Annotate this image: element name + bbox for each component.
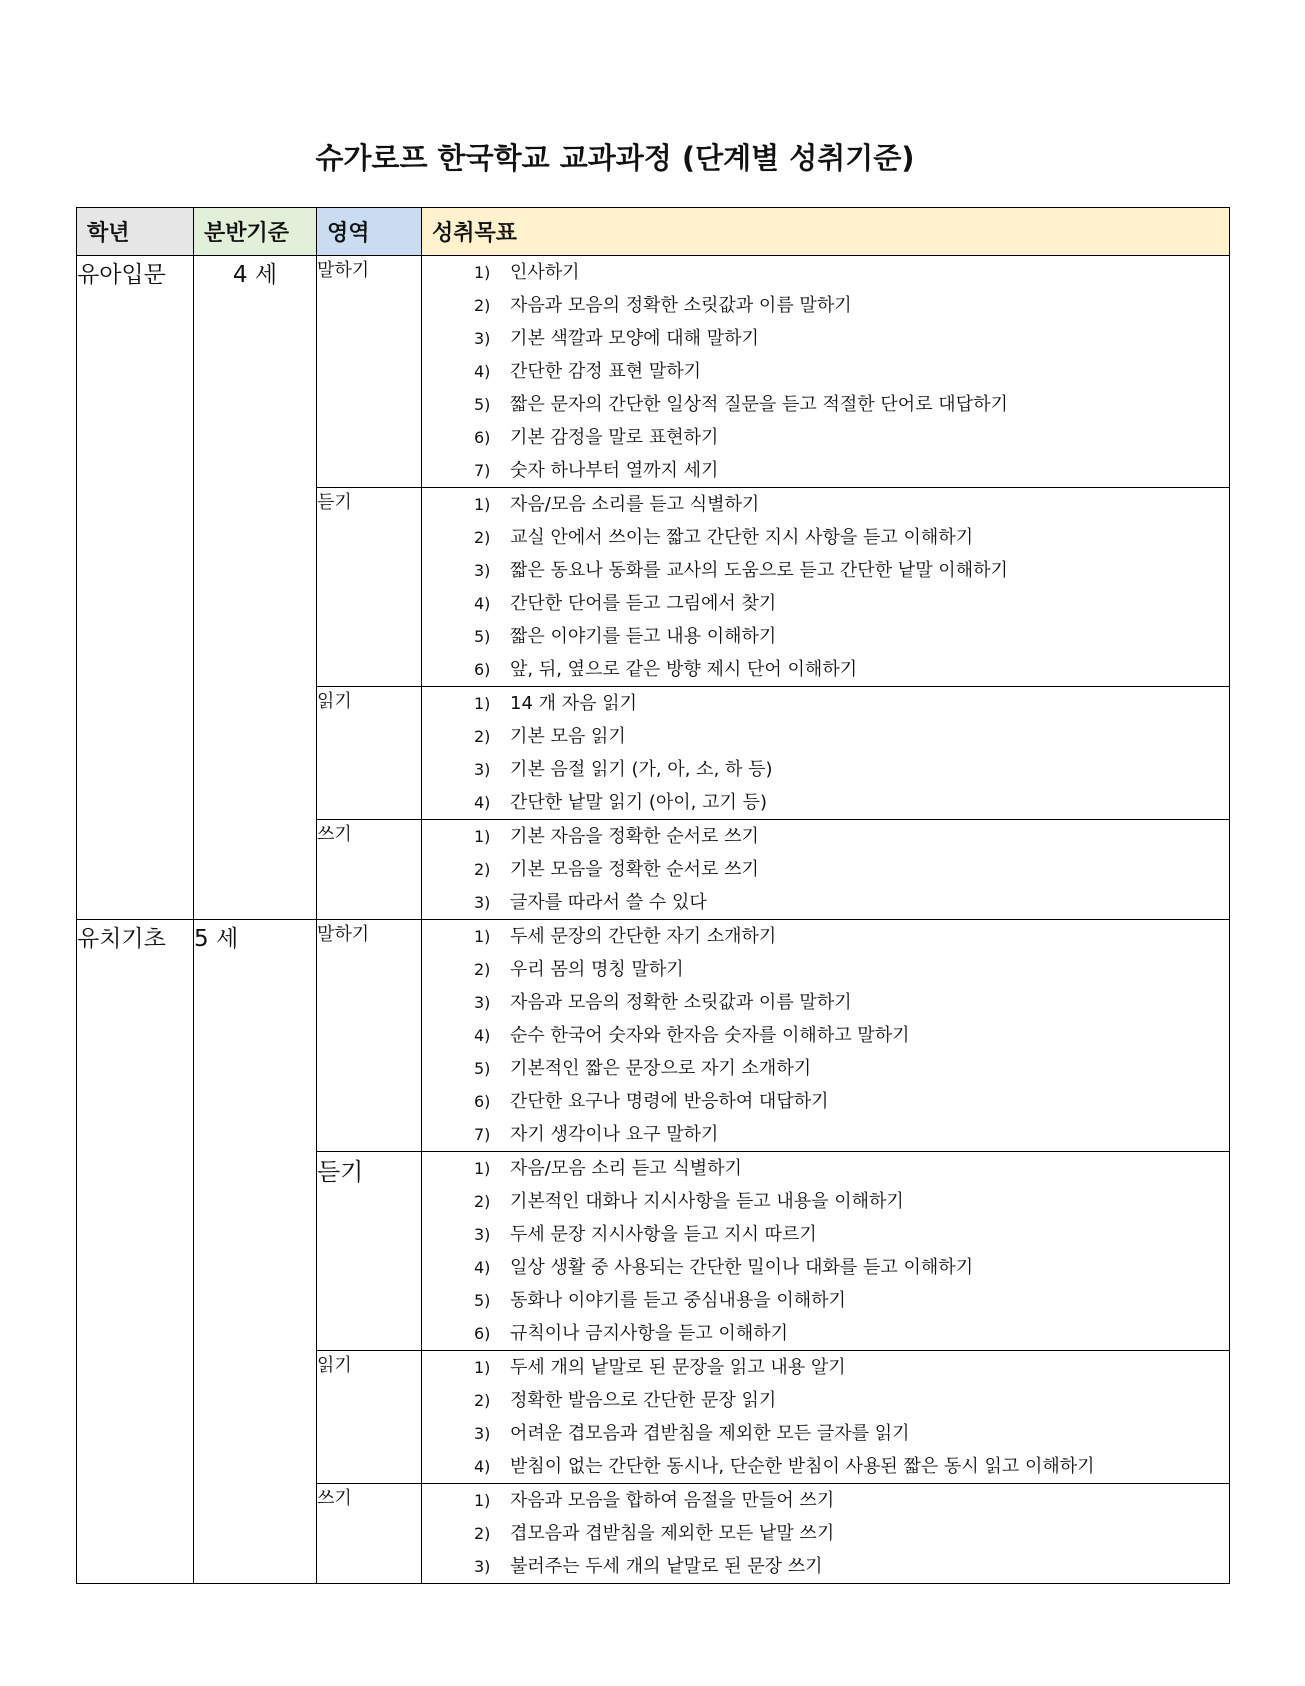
goal-text: 기본 색깔과 모양에 대해 말하기 xyxy=(510,328,759,349)
goal-number: 3) xyxy=(474,1557,491,1576)
curriculum-table xyxy=(76,207,1230,1584)
goal-number: 6) xyxy=(474,660,491,679)
goal-item xyxy=(422,554,1229,587)
goal-item xyxy=(422,388,1229,421)
goal-item xyxy=(422,753,1229,786)
goals-cell xyxy=(422,820,1230,920)
goal-item xyxy=(422,289,1229,322)
goal-item xyxy=(422,1052,1229,1085)
goal-number: 4) xyxy=(474,1258,491,1277)
goals-cell xyxy=(422,1152,1230,1351)
goal-text: 어려운 겹모음과 겹받침을 제외한 모든 글자를 읽기 xyxy=(510,1423,910,1444)
goal-text: 두세 문장의 간단한 자기 소개하기 xyxy=(510,926,777,947)
goal-number: 7) xyxy=(474,461,491,480)
area-cell: 쓰기 xyxy=(317,1484,422,1584)
goal-number: 3) xyxy=(474,1424,491,1443)
goal-text: 간단한 단어를 듣고 그림에서 찾기 xyxy=(510,593,777,614)
goal-number: 2) xyxy=(474,1192,491,1211)
goals-cell xyxy=(422,687,1230,820)
goal-item xyxy=(422,1417,1229,1450)
goal-text: 간단한 요구나 명령에 반응하여 대답하기 xyxy=(510,1091,829,1112)
goals-cell xyxy=(422,488,1230,687)
goal-text: 짧은 동요나 동화를 교사의 도움으로 듣고 간단한 낱말 이해하기 xyxy=(510,560,1008,581)
goal-text: 정확한 발음으로 간단한 문장 읽기 xyxy=(510,1390,777,1411)
goal-text: 불러주는 두세 개의 낱말로 된 문장 쓰기 xyxy=(510,1556,823,1577)
goal-item xyxy=(422,1484,1229,1517)
goal-item xyxy=(422,1550,1229,1583)
goal-item xyxy=(422,1152,1229,1185)
goal-item xyxy=(422,1185,1229,1218)
goal-item xyxy=(422,1118,1229,1151)
area-cell: 말하기 xyxy=(317,920,422,1152)
goal-number: 1) xyxy=(474,1491,491,1510)
goal-item xyxy=(422,256,1229,289)
goal-text: 기본 감정을 말로 표현하기 xyxy=(510,427,719,448)
goal-text: 기본적인 대화나 지시사항을 듣고 내용을 이해하기 xyxy=(510,1191,904,1212)
header-area: 영역 xyxy=(317,208,422,256)
grade-cell: 유치기초 xyxy=(77,920,194,1584)
goal-item xyxy=(422,720,1229,753)
goal-number: 1) xyxy=(474,1358,491,1377)
goal-text: 간단한 낱말 읽기 (아이, 고기 등) xyxy=(510,792,768,813)
goals-cell xyxy=(422,920,1230,1152)
goal-item xyxy=(422,322,1229,355)
goal-number: 1) xyxy=(474,827,491,846)
area-cell: 말하기 xyxy=(317,256,422,488)
header-goals: 성취목표 xyxy=(422,208,1230,256)
goal-text: 짧은 이야기를 듣고 내용 이해하기 xyxy=(510,626,777,647)
goal-number: 5) xyxy=(474,395,491,414)
goal-number: 3) xyxy=(474,329,491,348)
header-row xyxy=(77,208,1230,256)
goal-item xyxy=(422,1085,1229,1118)
goal-number: 1) xyxy=(474,263,491,282)
goal-item xyxy=(422,620,1229,653)
goal-text: 순수 한국어 숫자와 한자음 숫자를 이해하고 말하기 xyxy=(510,1025,910,1046)
table-row xyxy=(77,920,1230,1152)
goal-item xyxy=(422,521,1229,554)
goals-cell xyxy=(422,1351,1230,1484)
goal-text: 앞, 뒤, 옆으로 같은 방향 제시 단어 이해하기 xyxy=(510,659,858,680)
goal-text: 받침이 없는 간단한 동시나, 단순한 받침이 사용된 짧은 동시 읽고 이해하기 xyxy=(510,1456,1095,1477)
goal-text: 숫자 하나부터 열까지 세기 xyxy=(510,460,719,481)
header-grade: 학년 xyxy=(77,208,194,256)
area-cell: 쓰기 xyxy=(317,820,422,920)
goal-item xyxy=(422,488,1229,521)
goal-text: 겹모음과 겹받침을 제외한 모든 낱말 쓰기 xyxy=(510,1523,835,1544)
goal-text: 두세 문장 지시사항을 듣고 지시 따르기 xyxy=(510,1224,817,1245)
goal-item xyxy=(422,820,1229,853)
goal-text: 기본 음절 읽기 (가, 아, 소, 하 등) xyxy=(510,759,773,780)
area-cell: 읽기 xyxy=(317,1351,422,1484)
goal-number: 7) xyxy=(474,1125,491,1144)
goal-number: 4) xyxy=(474,793,491,812)
goal-item xyxy=(422,653,1229,686)
goal-text: 자음/모음 소리를 듣고 식별하기 xyxy=(510,494,760,515)
area-cell: 듣기 xyxy=(317,1152,422,1351)
class-basis-cell: 5 세 xyxy=(194,920,317,1584)
goal-text: 동화나 이야기를 듣고 중심내용을 이해하기 xyxy=(510,1290,846,1311)
document-title: 슈가로프 한국학교 교과과정 (단계별 성취기준) xyxy=(315,141,915,175)
goal-number: 2) xyxy=(474,1391,491,1410)
goal-number: 2) xyxy=(474,727,491,746)
goal-item xyxy=(422,1317,1229,1350)
goal-number: 3) xyxy=(474,893,491,912)
goal-item xyxy=(422,355,1229,388)
goal-item xyxy=(422,986,1229,1019)
area-cell: 듣기 xyxy=(317,488,422,687)
goal-number: 4) xyxy=(474,1457,491,1476)
goal-text: 규칙이나 금지사항을 듣고 이해하기 xyxy=(510,1323,788,1344)
goal-item xyxy=(422,886,1229,919)
goal-item xyxy=(422,1517,1229,1550)
goal-number: 1) xyxy=(474,927,491,946)
goal-number: 2) xyxy=(474,528,491,547)
goal-text: 두세 개의 낱말로 된 문장을 읽고 내용 알기 xyxy=(510,1357,846,1378)
header-class-basis: 분반기준 xyxy=(194,208,317,256)
goals-cell xyxy=(422,256,1230,488)
goal-number: 3) xyxy=(474,993,491,1012)
goal-number: 6) xyxy=(474,1324,491,1343)
goal-text: 기본 모음 읽기 xyxy=(510,726,626,747)
goal-text: 간단한 감정 표현 말하기 xyxy=(510,361,702,382)
goal-number: 1) xyxy=(474,495,491,514)
goal-item xyxy=(422,1384,1229,1417)
goal-text: 우리 몸의 명칭 말하기 xyxy=(510,959,684,980)
goal-item xyxy=(422,1284,1229,1317)
goals-cell xyxy=(422,1484,1230,1584)
goal-number: 5) xyxy=(474,1059,491,1078)
goal-text: 기본 자음을 정확한 순서로 쓰기 xyxy=(510,826,759,847)
goal-item xyxy=(422,1019,1229,1052)
goal-number: 3) xyxy=(474,561,491,580)
goal-text: 14 개 자음 읽기 xyxy=(510,693,638,714)
goal-text: 자음과 모음의 정확한 소릿값과 이름 말하기 xyxy=(510,992,852,1013)
goal-number: 1) xyxy=(474,1159,491,1178)
goal-item xyxy=(422,920,1229,953)
goal-text: 글자를 따라서 쓸 수 있다 xyxy=(510,892,707,913)
goal-item xyxy=(422,454,1229,487)
goal-text: 자음/모음 소리 듣고 식별하기 xyxy=(510,1158,742,1179)
goal-text: 자음과 모음을 합하여 음절을 만들어 쓰기 xyxy=(510,1490,835,1511)
goal-item xyxy=(422,421,1229,454)
goal-number: 2) xyxy=(474,1524,491,1543)
area-cell: 읽기 xyxy=(317,687,422,820)
goal-item xyxy=(422,1251,1229,1284)
goal-number: 2) xyxy=(474,296,491,315)
goal-number: 1) xyxy=(474,694,491,713)
goal-item xyxy=(422,1218,1229,1251)
goal-number: 4) xyxy=(474,362,491,381)
goal-text: 인사하기 xyxy=(510,262,580,283)
goal-text: 자기 생각이나 요구 말하기 xyxy=(510,1124,719,1145)
goal-number: 3) xyxy=(474,1225,491,1244)
grade-cell: 유아입문 xyxy=(77,256,194,920)
goal-text: 일상 생활 중 사용되는 간단한 밀이나 대화를 듣고 이해하기 xyxy=(510,1257,974,1278)
goal-text: 자음과 모음의 정확한 소릿값과 이름 말하기 xyxy=(510,295,852,316)
goal-number: 3) xyxy=(474,760,491,779)
goal-item xyxy=(422,1351,1229,1384)
goal-text: 기본 모음을 정확한 순서로 쓰기 xyxy=(510,859,759,880)
goal-item xyxy=(422,687,1229,720)
goal-item xyxy=(422,1450,1229,1483)
goal-item xyxy=(422,786,1229,819)
table-row xyxy=(77,256,1230,488)
goal-number: 2) xyxy=(474,960,491,979)
goal-number: 5) xyxy=(474,1291,491,1310)
goal-item xyxy=(422,587,1229,620)
goal-number: 5) xyxy=(474,627,491,646)
goal-number: 2) xyxy=(474,860,491,879)
class-basis-cell: 4 세 xyxy=(194,256,317,920)
goal-text: 기본적인 짧은 문장으로 자기 소개하기 xyxy=(510,1058,812,1079)
goal-number: 6) xyxy=(474,428,491,447)
goal-item xyxy=(422,853,1229,886)
goal-number: 4) xyxy=(474,1026,491,1045)
goal-text: 교실 안에서 쓰이는 짧고 간단한 지시 사항을 듣고 이해하기 xyxy=(510,527,974,548)
goal-number: 6) xyxy=(474,1092,491,1111)
goal-item xyxy=(422,953,1229,986)
goal-text: 짧은 문자의 간단한 일상적 질문을 듣고 적절한 단어로 대답하기 xyxy=(510,394,1008,415)
goal-number: 4) xyxy=(474,594,491,613)
